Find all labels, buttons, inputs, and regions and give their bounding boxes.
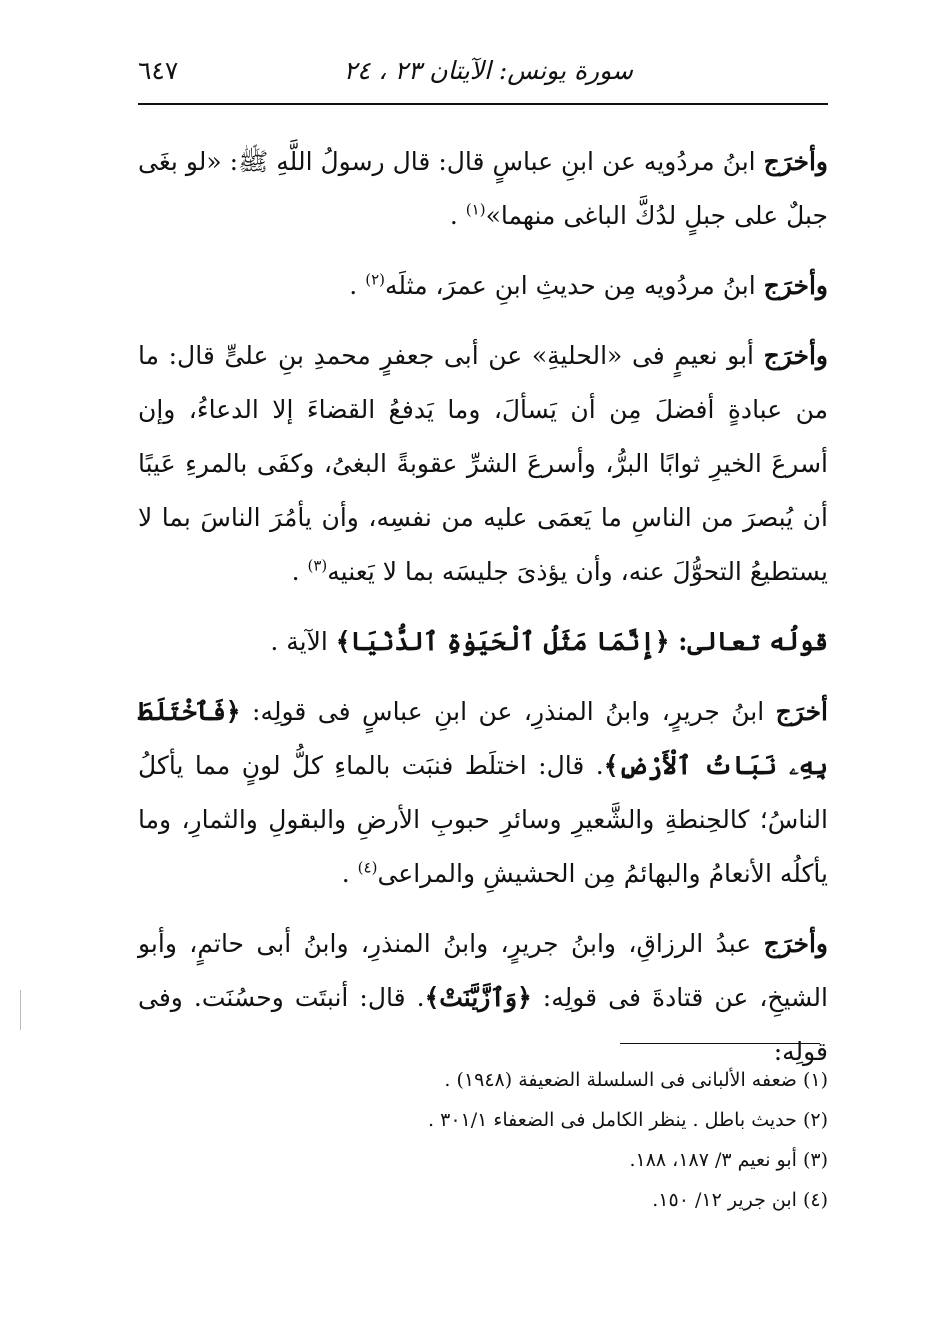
quran-verse: ﴿إِنَّمَا مَثَلُ ٱلْحَيَوٰةِ ٱلدُّنْيَا﴾	[335, 627, 679, 656]
paragraph-text-continued: . قال: اختلَط فنبَت بالماءِ كلُّ لونٍ مما يأكلُ الناسُ؛ كالحِنطةِ والشَّعيرِ وسائرِ حبوبِ الأرضِ والبقولِ والثمارِ، وما يأكلُه الأنعامُ والبهائمُ مِن الحشيشِ والمراعى	[138, 751, 828, 888]
paragraph-6	[138, 917, 828, 1079]
paragraph-1	[138, 135, 828, 243]
header-rule	[138, 103, 828, 105]
quran-verse: ﴿فَٱخْتَلَطَ بِهِۦ نَبَاتُ ٱلْأَرْضِ﴾	[138, 697, 828, 780]
paragraph-4	[138, 615, 828, 669]
footnote-ref: (٤)	[357, 858, 378, 877]
paragraph-lead: وأخرَج	[763, 147, 828, 176]
paragraph-lead: وأخرَج	[763, 929, 828, 958]
footnotes	[138, 1060, 828, 1220]
footnote-4: (٤) ابن جرير ١٢/ ١٥٠.	[652, 1189, 828, 1211]
paragraph-lead: أخرَج	[775, 697, 828, 726]
scan-margin-mark	[20, 990, 21, 1030]
main-text	[138, 135, 828, 1095]
paragraph-5	[138, 685, 828, 901]
running-head: سورة يونس: الآيتان ٢٣ ، ٢٤	[343, 56, 633, 85]
paragraph-text: ابنُ مردُويه عن ابنِ عباسٍ قال: قال رسولُ اللَّهِ ﷺ: «لو بغَى جبلٌ على جبلٍ لدُكَّ الباغى منهما»	[138, 147, 828, 230]
paragraph-text: ابنُ مردُويه مِن حديثِ ابنِ عمرَ، مثلَه	[384, 271, 764, 300]
footnote-ref: (٣)	[307, 556, 328, 575]
paragraph-text: عبدُ الرزاقِ، وابنُ جريرٍ، وابنُ المنذرِ، وابنُ أبى حاتمٍ، وأبو الشيخِ، عن قتادةَ فى قولِه:	[138, 929, 828, 1012]
paragraph-tail: .	[349, 271, 366, 300]
footnote-3: (٣) أبو نعيم ٣/ ١٨٧، ١٨٨.	[629, 1149, 828, 1171]
page-number: ٦٤٧	[138, 56, 179, 85]
page-header	[138, 52, 828, 102]
paragraph-lead: قولُه تعالى:	[678, 627, 828, 656]
paragraph-3	[138, 329, 828, 599]
paragraph-text-continued: . قال: أنبتَت وحسُنَت. وفى قولِه:	[138, 983, 828, 1066]
footnote-rule	[620, 1043, 820, 1044]
paragraph-tail: .	[341, 859, 358, 888]
paragraph-tail: .	[291, 557, 308, 586]
paragraph-lead: وأخرَج	[763, 341, 828, 370]
footnote-2: (٢) حديث باطل . ينظر الكامل فى الضعفاء ٣٠١/١ .	[428, 1109, 828, 1131]
quran-verse: ﴿وَٱزَّيَّنَتْ﴾	[424, 983, 532, 1012]
paragraph-text: الآية .	[270, 627, 336, 656]
footnote-ref: (١)	[465, 200, 486, 219]
paragraph-text: أبو نعيمٍ فى «الحليةِ» عن أبى جعفرٍ محمدِ بنِ علىٍّ قال: ما من عبادةٍ أفضلَ مِن أن يَسألَ، وما يَدفعُ القضاءَ إلا الدعاءُ، وإن أسرعَ الخيرِ ثوابًا البرُّ، وأسرعَ الشرِّ عقوبةً البغىُ، وكفَى بالمرءِ عَيبًا أن يُبصرَ من الناسِ ما يَعمَى عليه من نفسِه، وأن يأمُرَ الناسَ بما لا يستطيعُ التحوُّلَ عنه، وأن يؤذىَ جليسَه بما لا يَعنيه	[138, 341, 828, 586]
footnote-1: (١) ضعفه الألبانى فى السلسلة الضعيفة (١٩٤٨) .	[444, 1069, 828, 1091]
paragraph-tail: .	[449, 201, 466, 230]
paragraph-text: ابنُ جريرٍ، وابنُ المنذرِ، عن ابنِ عباسٍ فى قولِه:	[240, 697, 776, 726]
paragraph-lead: وأخرَج	[763, 271, 828, 300]
paragraph-2	[138, 259, 828, 313]
footnote-ref: (٢)	[365, 270, 385, 289]
